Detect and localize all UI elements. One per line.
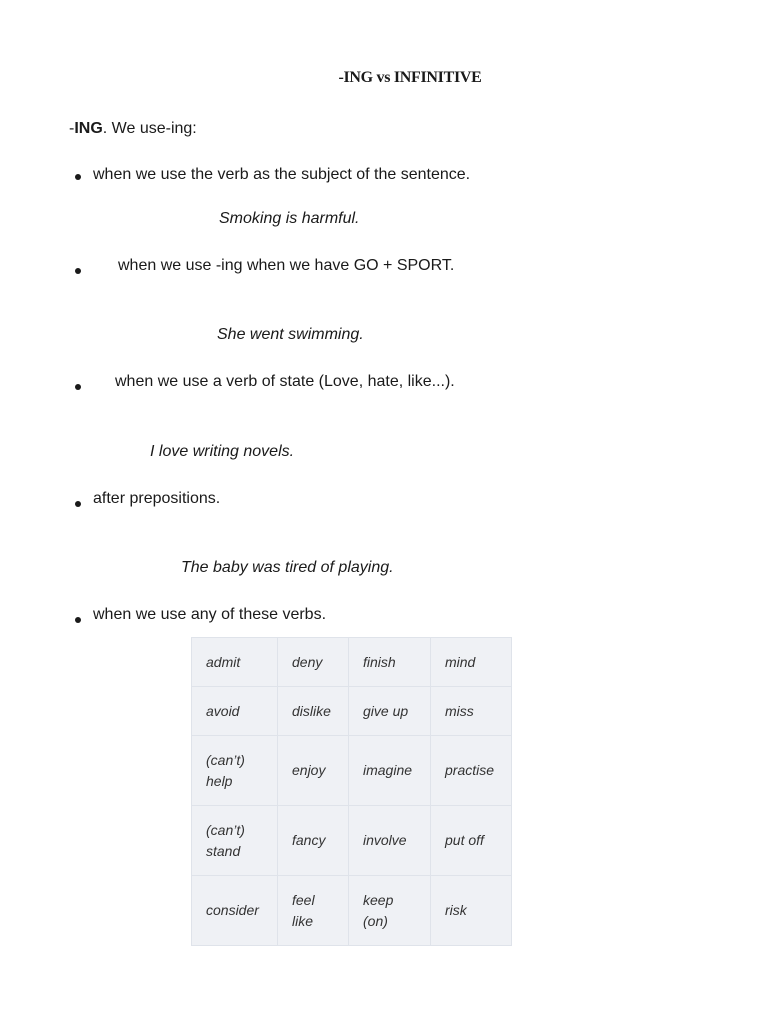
table-cell: admit (192, 638, 278, 687)
table-cell: dislike (278, 687, 349, 736)
table-row (192, 736, 512, 806)
verbs-table (191, 637, 512, 946)
example-sentence: Smoking is harmful. (219, 210, 360, 227)
table-row (192, 638, 512, 687)
bullet-item: when we use the verb as the subject of the sentence. (93, 166, 471, 183)
table-cell: miss (431, 687, 512, 736)
bullet-item: when we use any of these verbs. (93, 606, 327, 623)
table-cell: imagine (349, 736, 431, 806)
table-cell: keep (on) (349, 876, 431, 946)
bullet-item: when we use a verb of state (Love, hate, like...). (115, 373, 455, 390)
table-cell: (can’t) help (192, 736, 278, 806)
table-cell: put off (431, 806, 512, 876)
table-cell: risk (431, 876, 512, 946)
table-cell: finish (349, 638, 431, 687)
table-cell: feel like (278, 876, 349, 946)
table-cell: involve (349, 806, 431, 876)
table-cell: (can’t) stand (192, 806, 278, 876)
page-title: -ING vs INFINITIVE (338, 69, 482, 86)
table-cell: enjoy (278, 736, 349, 806)
bullet-item: when we use -ing when we have GO + SPORT. (118, 257, 455, 274)
table-cell: mind (431, 638, 512, 687)
table-cell: fancy (278, 806, 349, 876)
intro-prefix: - (69, 120, 75, 137)
bullet-dot (75, 501, 81, 507)
table-cell: practise (431, 736, 512, 806)
bullet-dot (75, 384, 81, 390)
table-row (192, 876, 512, 946)
intro-line (69, 120, 197, 138)
intro-bold: ING (74, 120, 103, 137)
table-row (192, 687, 512, 736)
bullet-item: after prepositions. (93, 490, 221, 507)
intro-rest: . We use-ing: (102, 120, 197, 137)
example-sentence: She went swimming. (217, 326, 364, 343)
table-cell: consider (192, 876, 278, 946)
table-cell: deny (278, 638, 349, 687)
table-cell: give up (349, 687, 431, 736)
bullet-dot (75, 617, 81, 623)
table-cell: avoid (192, 687, 278, 736)
bullet-dot (75, 174, 81, 180)
example-sentence: I love writing novels. (150, 443, 295, 460)
table-row (192, 806, 512, 876)
bullet-dot (75, 268, 81, 274)
example-sentence: The baby was tired of playing. (181, 559, 394, 576)
